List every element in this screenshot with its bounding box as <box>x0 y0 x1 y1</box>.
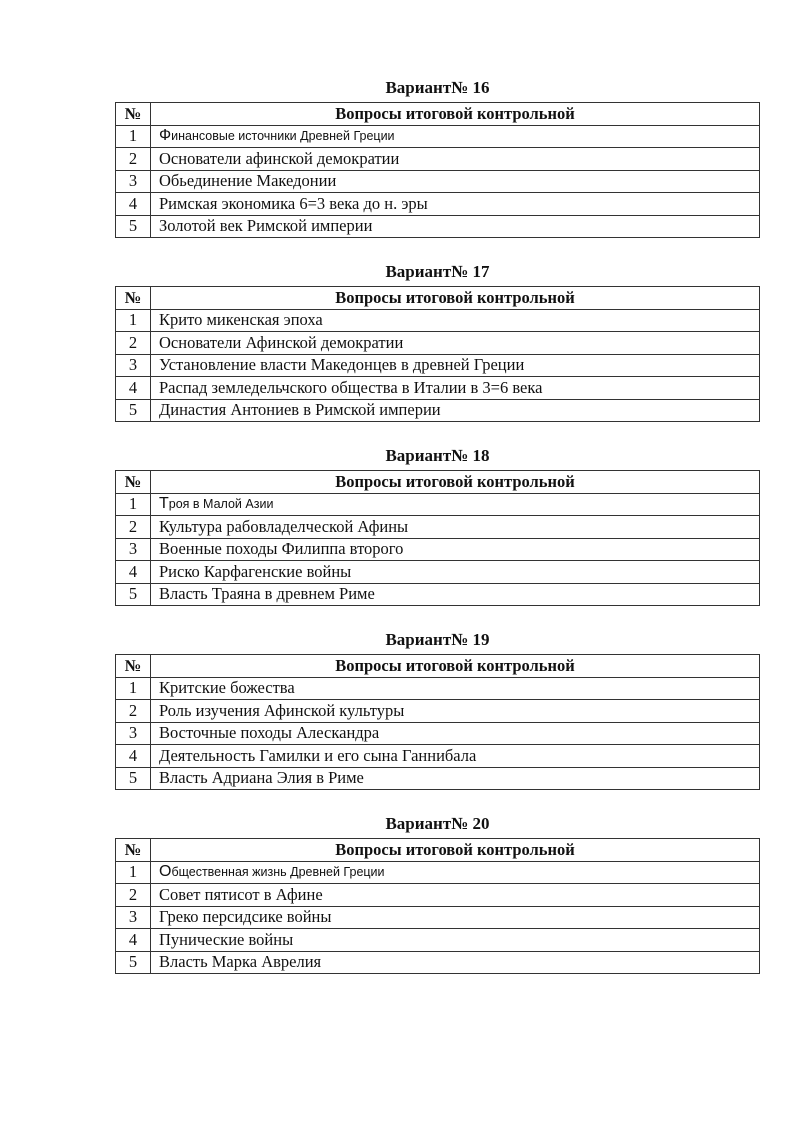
row-number: 3 <box>116 354 151 377</box>
table-row <box>116 377 760 400</box>
variant-18 <box>115 444 760 606</box>
question-text: Основатели Афинской демократии <box>151 332 760 355</box>
variant-20 <box>115 812 760 974</box>
table-row <box>116 538 760 561</box>
row-number: 4 <box>116 929 151 952</box>
variant-title: Вариант№ 17 <box>385 262 490 281</box>
row-number: 5 <box>116 583 151 606</box>
table-row <box>116 193 760 216</box>
row-number: 2 <box>116 700 151 723</box>
row-number: 4 <box>116 561 151 584</box>
table-row <box>116 583 760 606</box>
variant-title: Вариант№ 20 <box>385 814 490 833</box>
questions-column-header: Вопросы итоговой контрольной <box>151 471 760 494</box>
question-text: Деятельность Гамилки и его сына Ганнибала <box>151 745 760 768</box>
questions-column-header: Вопросы итоговой контрольной <box>151 287 760 310</box>
question-text: Распад земледельчского общества в Италии в 3=6 века <box>151 377 760 400</box>
table-header-row <box>116 471 760 494</box>
question-text: Совет пятисот в Афине <box>151 884 760 907</box>
table-row <box>116 354 760 377</box>
question-text: Власть Траяна в древнем Риме <box>151 583 760 606</box>
question-text: Культура рабовладелческой Афины <box>151 516 760 539</box>
table-row <box>116 148 760 171</box>
row-number: 3 <box>116 170 151 193</box>
questions-column-header: Вопросы итоговой контрольной <box>151 103 760 126</box>
table-row <box>116 929 760 952</box>
number-column-header: № <box>116 287 151 310</box>
question-text: Основатели афинской демократии <box>151 148 760 171</box>
row-number: 2 <box>116 884 151 907</box>
row-number: 2 <box>116 148 151 171</box>
variant-16 <box>115 76 760 238</box>
table-row <box>116 745 760 768</box>
table-row <box>116 767 760 790</box>
row-number: 4 <box>116 193 151 216</box>
question-text: Критские божества <box>151 677 760 700</box>
table-row <box>116 861 760 884</box>
row-number: 1 <box>116 125 151 148</box>
table-row <box>116 215 760 238</box>
question-text: Троя в Малой Азии <box>151 493 760 516</box>
question-text: Риско Карфагенские войны <box>151 561 760 584</box>
question-text: Пунические войны <box>151 929 760 952</box>
row-number: 1 <box>116 309 151 332</box>
variant-title: Вариант№ 19 <box>385 630 490 649</box>
question-text: Греко персидсике войны <box>151 906 760 929</box>
questions-table <box>115 654 760 790</box>
row-number: 5 <box>116 767 151 790</box>
row-number: 5 <box>116 951 151 974</box>
number-column-header: № <box>116 471 151 494</box>
question-text: Золотой век Римской империи <box>151 215 760 238</box>
table-row <box>116 722 760 745</box>
row-number: 4 <box>116 377 151 400</box>
table-row <box>116 493 760 516</box>
questions-column-header: Вопросы итоговой контрольной <box>151 655 760 678</box>
table-row <box>116 170 760 193</box>
row-number: 5 <box>116 399 151 422</box>
questions-table <box>115 470 760 606</box>
questions-table <box>115 838 760 974</box>
table-row <box>116 332 760 355</box>
question-text: Военные походы Филиппа второго <box>151 538 760 561</box>
row-number: 3 <box>116 722 151 745</box>
question-text: Династия Антониев в Римской империи <box>151 399 760 422</box>
question-text: Роль изучения Афинской культуры <box>151 700 760 723</box>
number-column-header: № <box>116 655 151 678</box>
row-number: 2 <box>116 332 151 355</box>
row-number: 2 <box>116 516 151 539</box>
table-row <box>116 309 760 332</box>
row-number: 3 <box>116 538 151 561</box>
questions-column-header: Вопросы итоговой контрольной <box>151 839 760 862</box>
table-row <box>116 516 760 539</box>
row-number: 3 <box>116 906 151 929</box>
question-text: Римская экономика 6=3 века до н. эры <box>151 193 760 216</box>
question-text: Финансовые источники Древней Греции <box>151 125 760 148</box>
number-column-header: № <box>116 839 151 862</box>
questions-table <box>115 286 760 422</box>
table-header-row <box>116 287 760 310</box>
table-row <box>116 906 760 929</box>
number-column-header: № <box>116 103 151 126</box>
row-number: 5 <box>116 215 151 238</box>
row-number: 1 <box>116 677 151 700</box>
variant-title: Вариант№ 16 <box>385 78 490 97</box>
row-number: 1 <box>116 493 151 516</box>
question-text: Общественная жизнь Древней Греции <box>151 861 760 884</box>
variant-17 <box>115 260 760 422</box>
table-row <box>116 125 760 148</box>
question-text: Крито микенская эпоха <box>151 309 760 332</box>
table-row <box>116 677 760 700</box>
variant-19 <box>115 628 760 790</box>
table-row <box>116 700 760 723</box>
row-number: 1 <box>116 861 151 884</box>
table-header-row <box>116 655 760 678</box>
question-text: Власть Марка Аврелия <box>151 951 760 974</box>
row-number: 4 <box>116 745 151 768</box>
variant-title: Вариант№ 18 <box>385 446 490 465</box>
question-text: Власть Адриана Элия в Риме <box>151 767 760 790</box>
table-row <box>116 399 760 422</box>
question-text: Обьединение Македонии <box>151 170 760 193</box>
table-row <box>116 951 760 974</box>
table-header-row <box>116 103 760 126</box>
questions-table <box>115 102 760 238</box>
table-row <box>116 884 760 907</box>
question-text: Установление власти Македонцев в древней Греции <box>151 354 760 377</box>
table-row <box>116 561 760 584</box>
table-header-row <box>116 839 760 862</box>
question-text: Восточные походы Алескандра <box>151 722 760 745</box>
